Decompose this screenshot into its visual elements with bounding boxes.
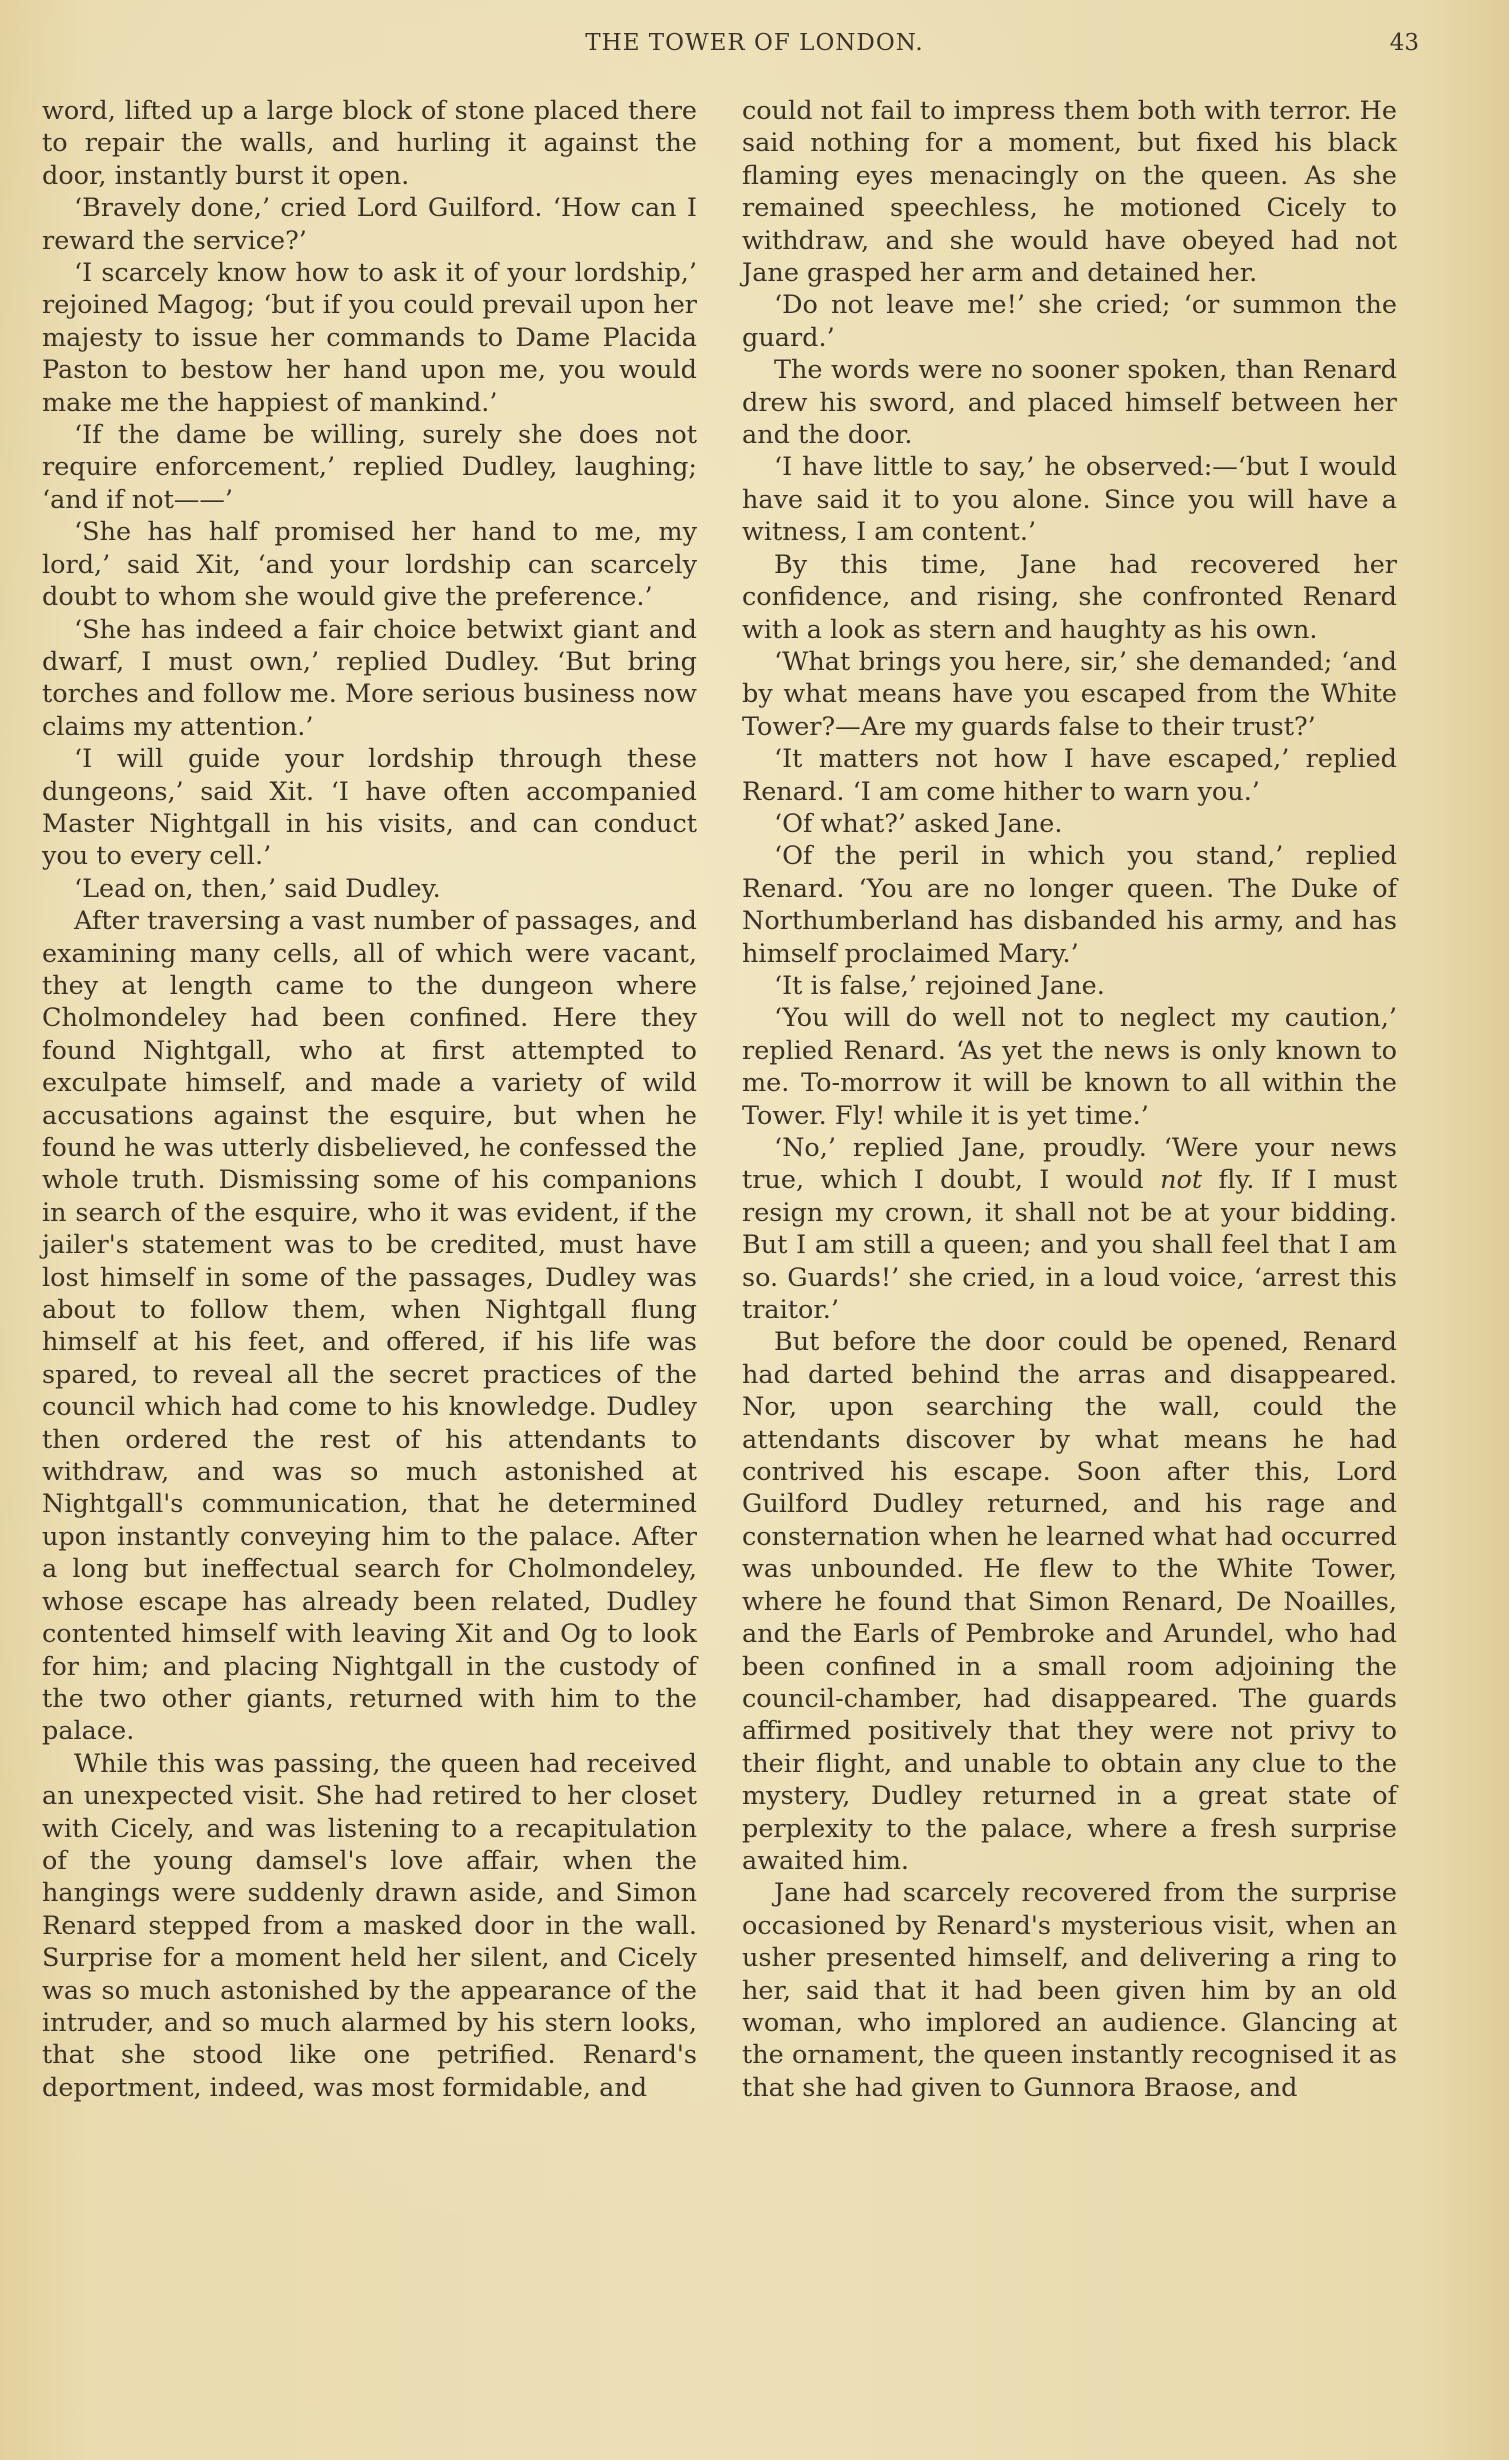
paragraph: ‘Bravely done,’ cried Lord Guilford. ‘How can I reward the service?’ (42, 193, 697, 256)
paragraph: ‘Do not leave me!’ she cried; ‘or summon the guard.’ (742, 290, 1397, 353)
page-number: 43 (1389, 30, 1419, 56)
paragraph: ‘What brings you here, sir,’ she demanded; ‘and by what means have you escaped from the White Tower?—Are my guards false to their trust?’ (742, 646, 1397, 742)
paragraph: ‘Of the peril in which you stand,’ replied Renard. ‘You are no longer queen. The Duke of Northumberland has disbanded his army, and has himself proclaimed Mary.’ (742, 841, 1397, 969)
paragraph: By this time, Jane had recovered her confidence, and rising, she confronted Renard with a look as stern and haughty as his own. (742, 549, 1397, 645)
paragraph: ‘You will do well not to neglect my caution,’ replied Renard. ‘As yet the news is only known to me. To-morrow it will be known to all within the Tower. Fly! while it is yet time.’ (742, 1003, 1397, 1131)
paragraph: ‘I will guide your lordship through these dungeons,’ said Xit. ‘I have often accompanied Master Nightgall in his visits, and can conduct you to every cell.’ (42, 744, 697, 872)
left-column (42, 95, 697, 2104)
running-title: THE TOWER OF LONDON. (585, 30, 924, 56)
paragraph: ‘I have little to say,’ he observed:—‘but I would have said it to you alone. Since you will have a witness, I am content.’ (742, 452, 1397, 548)
paragraph: ‘It is false,’ rejoined Jane. (774, 970, 1105, 1001)
paragraph: ‘No,’ replied Jane, proudly. ‘Were your news true, which I doubt, I would not fly. If I must resign my crown, it shall not be at your bidding. But I am still a queen; and you shall feel that I am so. Guards!’ she cried, in a loud voice, ‘arrest this traitor.’ (742, 1133, 1398, 1326)
paragraph: word, lifted up a large block of stone placed there to repair the walls, and hurling it against the door, instantly burst it open. (42, 96, 697, 191)
paragraph: Jane had scarcely recovered from the surprise occasioned by Renard's mysterious visit, when an usher presented himself, and delivering a ring to her, said that it had been given him by an old woman, who implored an audience. Glancing at the ornament, the queen instantly recognised it as that she had given to Gunnora Braose, and (742, 1878, 1397, 2103)
paragraph: ‘If the dame be willing, surely she does not require enforcement,’ replied Dudley, laughing; ‘and if not——’ (42, 420, 697, 515)
paragraph: ‘Of what?’ asked Jane. (774, 808, 1063, 839)
page-header (0, 30, 1509, 70)
paragraph: The words were no sooner spoken, than Renard drew his sword, and placed himself between her and the door. (742, 355, 1397, 451)
paragraph: could not fail to impress them both with terror. He said nothing for a moment, but fixed his black flaming eyes menacingly on the queen. As she remained speechless, he motioned Cicely to withdraw, and she would have obeyed had not Jane grasped her arm and detained her. (742, 96, 1398, 289)
paragraph: ‘She has indeed a fair choice betwixt giant and dwarf, I must own,’ replied Dudley. ‘But bring torches and follow me. More serious business now claims my attention.’ (42, 614, 697, 742)
right-column (742, 95, 1397, 2104)
paragraph: ‘It matters not how I have escaped,’ replied Renard. ‘I am come hither to warn you.’ (742, 744, 1397, 807)
paragraph: But before the door could be opened, Renard had darted behind the arras and disappeared. Nor, upon searching the wall, could the attendants discover by what means he had contrived his escape. Soon after this, Lord Guilford Dudley returned, and his rage and consternation when he learned what had occurred was unbounded. He flew to the White Tower, where he found that Simon Renard, De Noailles, and the Earls of Pembroke and Arundel, who had been confined in a small room adjoining the council-chamber, had disappeared. The guards affirmed positively that they were not privy to their flight, and unable to obtain any clue to the mystery, Dudley returned in a great state of perplexity to the palace, where a fresh surprise awaited him. (742, 1327, 1397, 1876)
paragraph: While this was passing, the queen had received an unexpected visit. She had retired to her closet with Cicely, and was listening to a recapitulation of the young damsel's love affair, when the hangings were suddenly drawn aside, and Simon Renard stepped from a masked door in the wall. Surprise for a moment held her silent, and Cicely was so much astonished by the appearance of the intruder, and so much alarmed by his stern looks, that she stood like one petrified. Renard's deportment, indeed, was most formidable, and (42, 1748, 697, 2103)
paragraph: ‘She has half promised her hand to me, my lord,’ said Xit, ‘and your lordship can scarcely doubt to whom she would give the preference.’ (42, 517, 697, 613)
paragraph: After traversing a vast number of passages, and examining many cells, all of which were vacant, they at length came to the dungeon where Cholmondeley had been confined. Here they found Nightgall, who at first attempted to exculpate himself, and made a variety of wild accusations against the esquire, but when he found he was utterly disbelieved, he confessed the whole truth. Dismissing some of his companions in search of the esquire, who it was evident, if the jailer's statement was to be credited, must have lost himself in some of the passages, Dudley was about to follow them, when Nightgall flung himself at his feet, and offered, if his life was spared, to reveal all the secret practices of the council which had come to his knowledge. Dudley then ordered the rest of his attendants to withdraw, and was so much astonished at Nightgall's communication, that he determined upon instantly conveying him to the palace. After a long but ineffectual search for Cholmondeley, whose escape has already been related, Dudley contented himself with leaving Xit and Og to look for him; and placing Nightgall in the custody of the two other giants, returned with him to the palace. (42, 906, 697, 1747)
paragraph: ‘Lead on, then,’ said Dudley. (74, 873, 441, 904)
paragraph: ‘I scarcely know how to ask it of your lordship,’ rejoined Magog; ‘but if you could prevail upon her majesty to issue her commands to Dame Placida Paston to bestow her hand upon me, you would make me the happiest of mankind.’ (42, 258, 697, 418)
